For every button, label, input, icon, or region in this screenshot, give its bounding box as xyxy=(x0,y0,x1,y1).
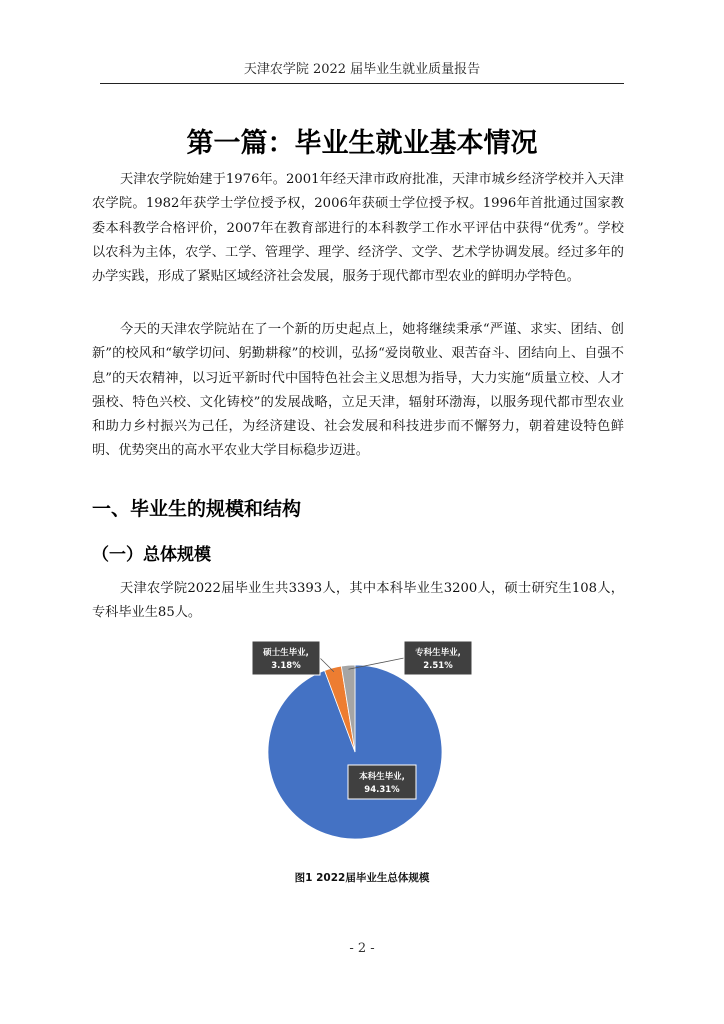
section-heading: 一、毕业生的规模和结构 xyxy=(92,498,302,520)
slice-value-label-0: 94.31% xyxy=(364,785,400,795)
graduate-scale-pie-chart xyxy=(240,632,480,867)
slice-category-label-0: 本科生毕业, xyxy=(359,772,405,782)
running-header: 天津农学院 2022 届毕业生就业质量报告 xyxy=(243,62,481,77)
page-number: - 2 - xyxy=(349,941,375,956)
header-rule xyxy=(100,83,624,84)
slice-value-label-2: 2.51% xyxy=(423,661,453,671)
slice-category-label-2: 专科生毕业, xyxy=(415,648,461,658)
slice-category-label-1: 硕士生毕业, xyxy=(263,648,309,658)
slice-value-label-1: 3.18% xyxy=(271,661,301,671)
intro-paragraph-2: 今天的天津农学院站在了一个新的历史起点上，她将继续秉承“严谨、求实、团结、创新”的校风和“敏学切问、躬勤耕稼”的校训，弘扬“爱岗敬业、艰苦奋斗、团结向上、自强不息”的天农精神，以习近平新时代中国特色社会主义思想为指导，大力实施“质量立校、人才强校、特色兴校、文化铸校”的发展战略，立足天津，辐射环渤海，以服务现代都市型农业和助力乡村振兴为己任，为经济建设、社会发展和科技进步而不懈努力，朝着建设特色鲜明、优势突出的高水平农业大学目标稳步迈进。 xyxy=(92,322,624,459)
intro-paragraph-1: 天津农学院始建于1976年。2001年经天津市政府批准，天津市城乡经济学校并入天津农学院。1982年获学士学位授予权，2006年获硕士学位授予权。1996年首批通过国家教委本科教学合格评价，2007年在教育部进行的本科教学工作水平评估中获得“优秀”。学校以农科为主体，农学、工学、管理学、理学、经济学、文学、艺术学协调发展。经过多年的办学实践，形成了紧贴区域经济社会发展，服务于现代都市型农业的鲜明办学特色。 xyxy=(92,172,624,285)
subsection-heading: （一）总体规模 xyxy=(92,545,211,565)
page-title: 第一篇：毕业生就业基本情况 xyxy=(186,128,538,159)
scale-paragraph: 天津农学院2022届毕业生共3393人，其中本科毕业生3200人，硕士研究生108人，专科毕业生85人。 xyxy=(92,581,624,621)
figure-caption: 图1 2022届毕业生总体规模 xyxy=(294,872,430,884)
